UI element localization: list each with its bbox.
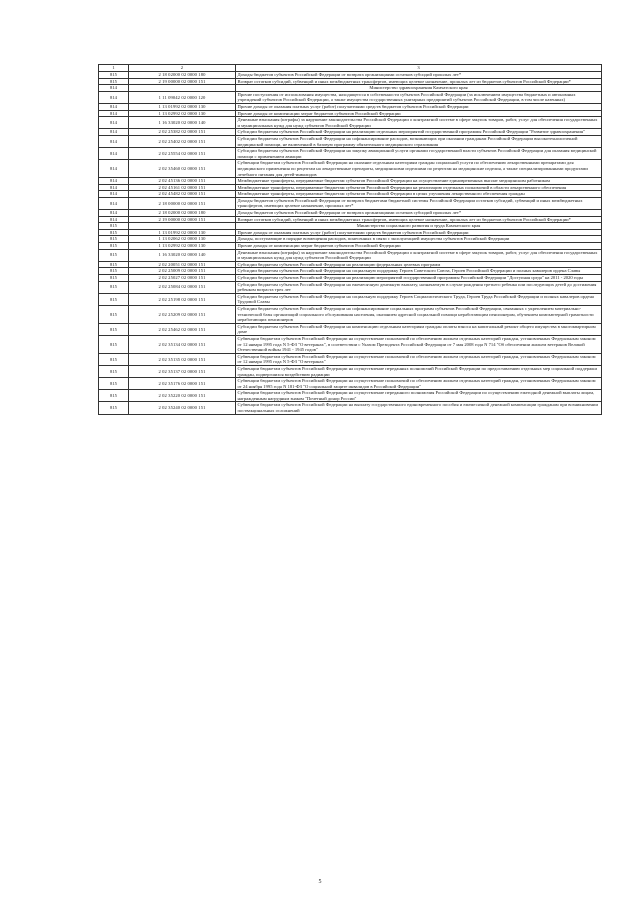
- budget-code-cell: 2 02 25382 02 0000 151: [129, 129, 236, 136]
- description-cell: Субсидии бюджетам субъектов Российской Федерации на социальную поддержку Героев Социалистического Труда, Героев Труда Российской Федерации и полных кавалеров ордена Трудовой Славы: [236, 293, 602, 305]
- admin-code-cell: 815: [99, 378, 129, 390]
- description-cell: Прочие доходы от компенсации затрат бюджетов субъектов Российской Федерации: [236, 110, 602, 117]
- description-cell: Прочие доходы от оказания платных услуг (работ) получателями средств бюджетов субъектов Российской Федерации: [236, 229, 602, 236]
- budget-code-cell: 2 02 25554 02 0000 151: [129, 148, 236, 160]
- document-page: [98, 64, 602, 415]
- table-row: [99, 243, 602, 250]
- budget-code-cell: 2 19 00000 02 0000 151: [129, 78, 236, 85]
- table-row: [99, 135, 602, 147]
- table-row: [99, 110, 602, 117]
- description-cell: Денежные взыскания (штрафы) за нарушение законодательства Российской Федерации о контрактной системе в сфере закупок товаров, работ, услуг для обеспечения государственных и муниципальных нужд для нужд субъектов Российской Федерации: [236, 249, 602, 261]
- budget-code-cell: 2 02 35460 02 0000 151: [129, 160, 236, 178]
- description-cell: Прочие доходы от компенсации затрат бюджетов субъектов Российской Федерации: [236, 243, 602, 250]
- table-row: [99, 160, 602, 178]
- budget-code-cell: 2 02 45482 02 0000 151: [129, 191, 236, 198]
- budget-code-cell: 2 02 35176 02 0000 151: [129, 378, 236, 390]
- admin-code-cell: 814: [99, 210, 129, 217]
- budget-code-cell: 2 02 25402 02 0000 151: [129, 135, 236, 147]
- description-cell: Субсидии бюджетам субъектов Российской Федерации на реализацию федеральных целевых программ: [236, 261, 602, 268]
- budget-code-cell: [129, 223, 236, 230]
- admin-code-cell: 815: [99, 261, 129, 268]
- table-row: [99, 293, 602, 305]
- admin-code-cell: 815: [99, 229, 129, 236]
- budget-code-cell: 1 16 33020 02 0000 140: [129, 249, 236, 261]
- table-row: [99, 191, 602, 198]
- description-cell: Субсидии бюджетам субъектов Российской Федерации на социальную поддержку Героев Советского Союза, Героев Российской Федерации и полных кавалеров ордена Славы: [236, 268, 602, 275]
- description-cell: Денежные взыскания (штрафы) за нарушение законодательства Российской Федерации о контрактной системе в сфере закупок товаров, работ, услуг для обеспечения государственных и муниципальных нужд для нужд субъектов Российской Федерации: [236, 117, 602, 129]
- table-row: [99, 275, 602, 282]
- admin-code-cell: 814: [99, 148, 129, 160]
- admin-code-cell: 814: [99, 129, 129, 136]
- budget-code-cell: 2 02 20051 02 0000 151: [129, 261, 236, 268]
- admin-code-cell: 814: [99, 178, 129, 185]
- budget-code-cell: 1 13 02992 02 0000 130: [129, 243, 236, 250]
- description-cell: Субвенции бюджетам субъектов Российской Федерации на выплату государственного единовременного пособия и ежемесячной денежной компенсации гражданам при возникновении поствакцинальных осложнений: [236, 402, 602, 414]
- admin-code-cell: 814: [99, 110, 129, 117]
- budget-code-cell: 1 11 09042 02 0000 120: [129, 91, 236, 103]
- description-cell: Субсидии бюджетам субъектов Российской Федерации на софинансирование социальных программ субъектов Российской Федерации, связанных с укреплением материально-технической базы организаций социального обслуживания населения, оказанием адресной социальной помощи неработающим пенсионерам, обучением компьютерной грамотности неработающих пенсионеров: [236, 305, 602, 323]
- admin-code-cell: 815: [99, 390, 129, 402]
- budget-code-cell: 2 02 35137 02 0000 151: [129, 365, 236, 377]
- header-cell-2: 2: [129, 65, 236, 72]
- admin-code-cell: 815: [99, 223, 129, 230]
- budget-code-cell: 1 13 01992 02 0000 130: [129, 229, 236, 236]
- admin-code-cell: 814: [99, 160, 129, 178]
- description-cell: Субсидии бюджетам субъектов Российской Федерации на софинансирование расходов, возникающих при оказании гражданам Российской Федерации высокотехнологичной медицинской помощи, не включенной в базовую программу обязательного медицинского страхования: [236, 135, 602, 147]
- table-header-row: [99, 65, 602, 72]
- description-cell: Субсидии бюджетам субъектов Российской Федерации на реализацию мероприятий государственной программы Российской Федерации "Доступная среда" на 2011 - 2020 годы: [236, 275, 602, 282]
- admin-code-cell: 814: [99, 216, 129, 223]
- description-cell: Субсидии бюджетам субъектов Российской Федерации на закупку авиационной услуги органами государственной власти субъектов Российской Федерации для оказания медицинской помощи с применением авиации: [236, 148, 602, 160]
- description-cell: Доходы бюджетов субъектов Российской Федерации от возврата организациями остатков субсидий прошлых лет*: [236, 210, 602, 217]
- admin-code-cell: 815: [99, 281, 129, 293]
- table-row: [99, 323, 602, 335]
- table-row: [99, 178, 602, 185]
- admin-code-cell: 814: [99, 103, 129, 110]
- description-cell: Прочие доходы от оказания платных услуг (работ) получателями средств бюджетов субъектов Российской Федерации: [236, 103, 602, 110]
- description-cell: Возврат остатков субсидий, субвенций и иных межбюджетных трансфертов, имеющих целевое назначение, прошлых лет из бюджетов субъектов Российской Федерации*: [236, 78, 602, 85]
- admin-code-cell: 815: [99, 305, 129, 323]
- table-row: [99, 353, 602, 365]
- budget-code-cell: 2 02 25462 02 0000 151: [129, 323, 236, 335]
- description-cell: Субвенции бюджетам субъектов Российской Федерации на осуществление переданного полномочия Российской Федерации по осуществлению ежегодной денежной выплаты лицам, награжденным нагрудным знаком "Почетный донор России": [236, 390, 602, 402]
- table-row: [99, 390, 602, 402]
- budget-code-cell: 2 02 45136 02 0000 151: [129, 178, 236, 185]
- table-row: [99, 305, 602, 323]
- table-row: [99, 216, 602, 223]
- budget-code-cell: 2 02 35220 02 0000 151: [129, 390, 236, 402]
- budget-code-cell: 2 02 25027 02 0000 151: [129, 275, 236, 282]
- budget-code-cell: 2 18 02000 02 0000 180: [129, 72, 236, 79]
- budget-code-cell: 2 18 02000 02 0000 180: [129, 210, 236, 217]
- budget-code-cell: [129, 85, 236, 92]
- page-number: 5: [318, 879, 322, 885]
- admin-code-cell: 815: [99, 236, 129, 243]
- table-row: [99, 281, 602, 293]
- budget-code-cell: 2 19 00000 02 0000 151: [129, 216, 236, 223]
- budget-code-cell: 2 18 00000 02 0000 151: [129, 197, 236, 209]
- income-codes-table: [98, 64, 602, 415]
- table-row: [99, 184, 602, 191]
- description-cell: Министерство социального развития и труда Камчатского края: [236, 223, 602, 230]
- description-cell: Министерство здравоохранения Камчатского края: [236, 85, 602, 92]
- budget-code-cell: 1 13 01992 02 0000 130: [129, 103, 236, 110]
- table-row: [99, 103, 602, 110]
- table-row: [99, 335, 602, 353]
- budget-code-cell: 2 02 35240 02 0000 151: [129, 402, 236, 414]
- budget-code-cell: 2 02 25009 02 0000 151: [129, 268, 236, 275]
- admin-code-cell: 815: [99, 365, 129, 377]
- admin-code-cell: 814: [99, 197, 129, 209]
- description-cell: Субвенции бюджетам субъектов Российской Федерации на осуществление переданных полномочий Российской Федерации по предоставлению отдельных мер социальной поддержки граждан, подвергшихся воздействию радиации: [236, 365, 602, 377]
- admin-code-cell: 815: [99, 323, 129, 335]
- description-cell: Субсидии бюджетам субъектов Российской Федерации на компенсацию отдельным категориям граждан оплаты взноса на капитальный ремонт общего имущества в многоквартирном доме: [236, 323, 602, 335]
- table-row: [99, 78, 602, 85]
- budget-code-cell: 1 16 33020 02 0000 140: [129, 117, 236, 129]
- description-cell: Доходы, поступающие в порядке возмещения расходов, понесенных в связи с эксплуатацией имущества субъектов Российской Федерации: [236, 236, 602, 243]
- description-cell: Межбюджетные трансферты, передаваемые бюджетам субъектов Российской Федерации на реализацию отдельных полномочий в области лекарственного обеспечения: [236, 184, 602, 191]
- admin-code-cell: 815: [99, 353, 129, 365]
- section-header-row: [99, 223, 602, 230]
- table-row: [99, 117, 602, 129]
- admin-code-cell: 814: [99, 135, 129, 147]
- description-cell: Возврат остатков субсидий, субвенций и иных межбюджетных трансфертов, имеющих целевое назначение, прошлых лет из бюджетов субъектов Российской Федерации*: [236, 216, 602, 223]
- description-cell: Прочие поступления от использования имущества, находящегося в собственности субъектов Российской Федерации (за исключением имущества бюджетных и автономных учреждений субъектов Российской Федерации, а также имущества государственных унитарных предприятий субъектов Российской Федерации, в том числе казенных): [236, 91, 602, 103]
- admin-code-cell: 815: [99, 249, 129, 261]
- budget-code-cell: 1 13 02992 02 0000 130: [129, 110, 236, 117]
- header-cell-3: 3: [236, 65, 602, 72]
- table-row: [99, 197, 602, 209]
- description-cell: Субсидии бюджетам субъектов Российской Федерации на ежемесячную денежную выплату, назначаемую в случае рождения третьего ребенка или последующих детей до достижения ребенком возраста трех лет: [236, 281, 602, 293]
- table-row: [99, 249, 602, 261]
- table-row: [99, 261, 602, 268]
- admin-code-cell: 815: [99, 335, 129, 353]
- admin-code-cell: 815: [99, 243, 129, 250]
- table-row: [99, 229, 602, 236]
- table-row: [99, 129, 602, 136]
- budget-code-cell: 2 02 25209 02 0000 151: [129, 305, 236, 323]
- description-cell: Доходы бюджетов субъектов Российской Федерации от возврата бюджетами бюджетной системы Российской Федерации остатков субсидий, субвенций и иных межбюджетных трансфертов, имеющих целевое назначение, прошлых лет*: [236, 197, 602, 209]
- description-cell: Межбюджетные трансферты, передаваемые бюджетам субъектов Российской Федерации в целях улучшения лекарственного обеспечения граждан: [236, 191, 602, 198]
- description-cell: Субвенции бюджетам субъектов Российской Федерации на осуществление полномочий по обеспечению жильем отдельных категорий граждан, установленных Федеральным законом от 12 января 1995 года N 5-ФЗ "О ветеранах", в соответствии с Указом Президента Российской Федерации от 7 мая 2008 года N 714 "Об обеспечении жильем ветеранов Великой Отечественной войны 1941 - 1945 годов": [236, 335, 602, 353]
- admin-code-cell: 815: [99, 293, 129, 305]
- description-cell: Субвенции бюджетам субъектов Российской Федерации на оказание отдельным категориям граждан социальной услуги по обеспечению лекарственными препаратами для медицинского применения по рецептам на лекарственные препараты, медицинскими изделиями по рецептам на медицинские изделия, а также специализированными продуктами лечебного питания для детей-инвалидов: [236, 160, 602, 178]
- admin-code-cell: 814: [99, 85, 129, 92]
- table-row: [99, 91, 602, 103]
- budget-code-cell: 2 02 45161 02 0000 151: [129, 184, 236, 191]
- table-row: [99, 402, 602, 414]
- description-cell: Межбюджетные трансферты, передаваемые бюджетам субъектов Российской Федерации на осуществление единовременных выплат медицинским работникам: [236, 178, 602, 185]
- header-cell-1: 1: [99, 65, 129, 72]
- budget-code-cell: 1 13 02062 02 0000 130: [129, 236, 236, 243]
- description-cell: Доходы бюджетов субъектов Российской Федерации от возврата организациями остатков субсидий прошлых лет*: [236, 72, 602, 79]
- table-row: [99, 365, 602, 377]
- budget-code-cell: 2 02 35134 02 0000 151: [129, 335, 236, 353]
- description-cell: Субсидии бюджетам субъектов Российской Федерации на реализацию отдельных мероприятий государственной программы Российской Федерации "Развитие здравоохранения": [236, 129, 602, 136]
- table-row: [99, 378, 602, 390]
- table-row: [99, 236, 602, 243]
- section-header-row: [99, 85, 602, 92]
- admin-code-cell: 814: [99, 91, 129, 103]
- admin-code-cell: 815: [99, 78, 129, 85]
- admin-code-cell: 814: [99, 184, 129, 191]
- budget-code-cell: 2 02 35135 02 0000 151: [129, 353, 236, 365]
- admin-code-cell: 815: [99, 402, 129, 414]
- admin-code-cell: 815: [99, 72, 129, 79]
- table-body: [99, 65, 602, 415]
- description-cell: Субвенции бюджетам субъектов Российской Федерации на осуществление полномочий по обеспечению жильем отдельных категорий граждан, установленных Федеральным законом от 12 января 1995 года N 5-ФЗ "О ветеранах": [236, 353, 602, 365]
- description-cell: Субвенции бюджетам субъектов Российской Федерации на осуществление полномочий по обеспечению жильем отдельных категорий граждан, установленных Федеральным законом от 24 ноября 1995 года N 181-ФЗ "О социальной защите инвалидов в Российской Федерации": [236, 378, 602, 390]
- admin-code-cell: 815: [99, 275, 129, 282]
- admin-code-cell: 815: [99, 268, 129, 275]
- admin-code-cell: 814: [99, 117, 129, 129]
- admin-code-cell: 814: [99, 191, 129, 198]
- budget-code-cell: 2 02 25084 02 0000 151: [129, 281, 236, 293]
- budget-code-cell: 2 02 25198 02 0000 151: [129, 293, 236, 305]
- table-row: [99, 72, 602, 79]
- table-row: [99, 148, 602, 160]
- table-row: [99, 268, 602, 275]
- table-row: [99, 210, 602, 217]
